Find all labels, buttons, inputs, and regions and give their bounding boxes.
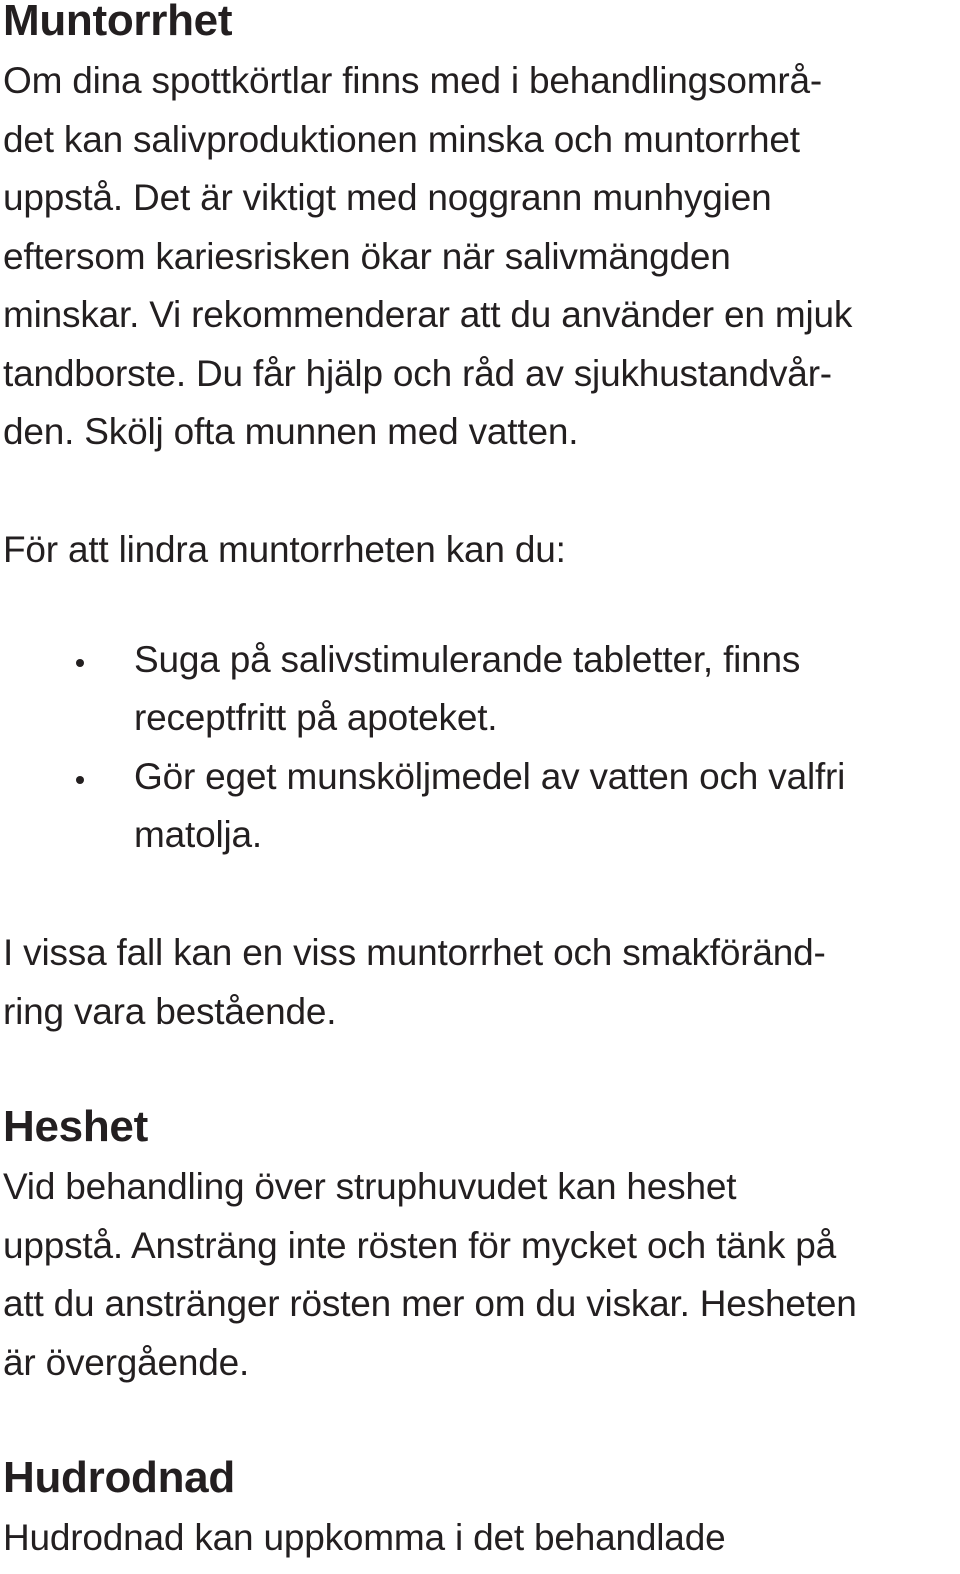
bullet-marker [76,776,84,784]
bullet-item-line: Suga på salivstimulerande tabletter, finns [134,639,801,680]
paragraph-line: att du anstränger rösten mer om du viskar. Hesheten [3,1283,857,1324]
paragraph-line: Hudrodnad kan uppkomma i det behandlade [3,1517,726,1558]
relief-intro: För att lindra muntorrheten kan du: [3,529,566,570]
paragraph-line: är övergående. [3,1342,250,1383]
bullet-item-line: receptfritt på apoteket. [134,697,498,738]
bullet-marker [76,659,84,667]
paragraph-line: ring vara bestående. [3,991,337,1032]
bullet-item-line: matolja. [134,814,262,855]
paragraph-line: I vissa fall kan en viss muntorrhet och smakföränd- [3,932,826,973]
paragraph-line: Vid behandling över struphuvudet kan heshet [3,1166,737,1207]
section-heading-heshet: Heshet [3,1102,148,1151]
paragraph-line: eftersom kariesrisken ökar när salivmängden [3,236,731,277]
bullet-item-line: Gör eget munsköljmedel av vatten och valfri [134,756,846,797]
paragraph-line: uppstå. Det är viktigt med noggrann munhygien [3,177,772,218]
paragraph-line: Om dina spottkörtlar finns med i behandlingsområ- [3,60,822,101]
paragraph-line: minskar. Vi rekommenderar att du använder en mjuk [3,294,853,335]
section-heading-muntorrhet: Muntorrhet [3,0,233,45]
paragraph-line: den. Skölj ofta munnen med vatten. [3,411,579,452]
paragraph-line: tandborste. Du får hjälp och råd av sjukhustandvår- [3,353,832,394]
paragraph-line: uppstå. Ansträng inte rösten för mycket och tänk på [3,1225,837,1266]
paragraph-line: det kan salivproduktionen minska och muntorrhet [3,119,800,160]
section-heading-hudrodnad: Hudrodnad [3,1453,235,1502]
